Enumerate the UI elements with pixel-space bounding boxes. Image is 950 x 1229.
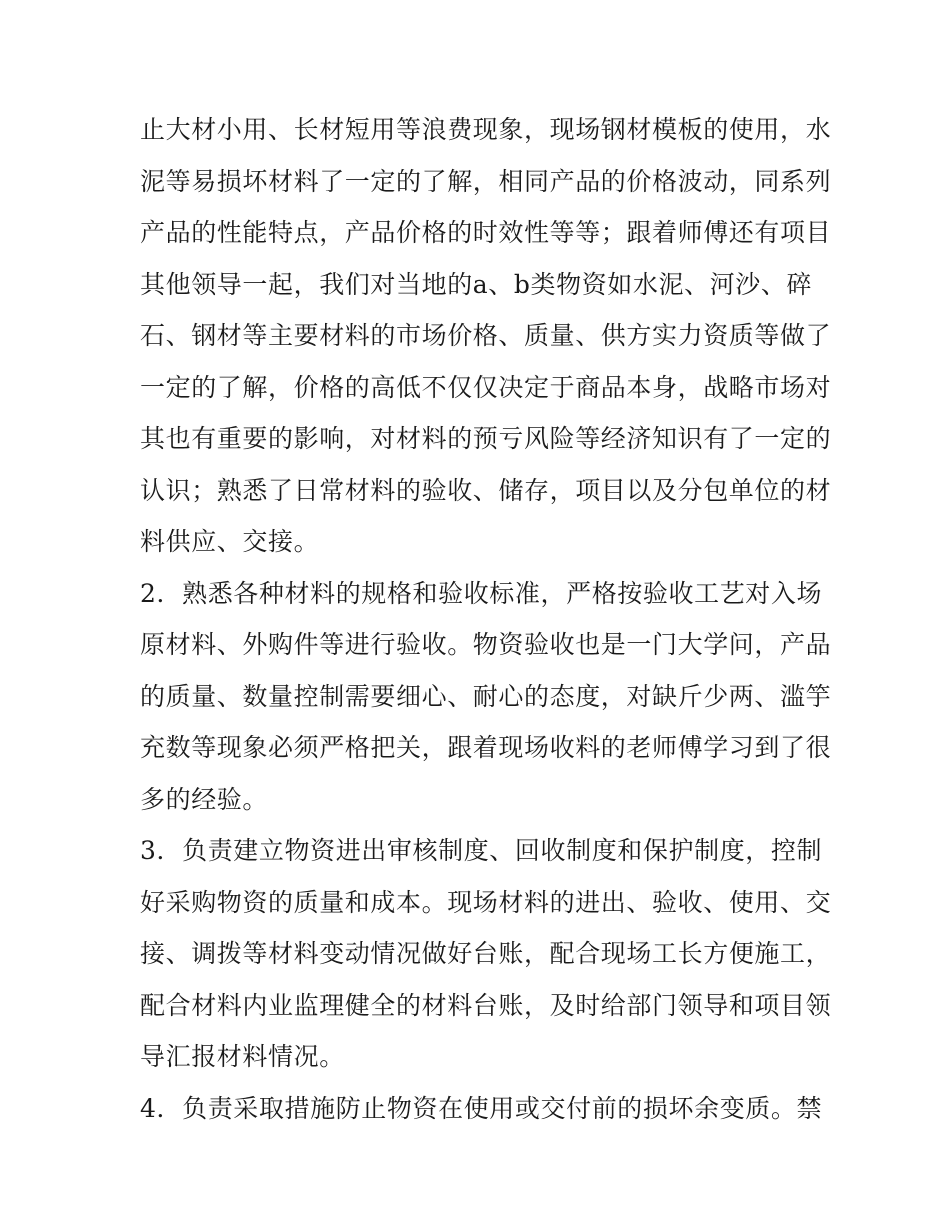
text-line: 接、调拨等材料变动情况做好台账，配合现场工长方便施工，: [140, 939, 832, 968]
text-line: 料供应、交接。: [140, 527, 320, 556]
list-item-3-line: 3．负责建立物资进出审核制度、回收制度和保护制度，控制: [140, 836, 823, 865]
text-line: 导汇报材料情况。: [140, 1042, 345, 1071]
text-line: 石、钢材等主要材料的市场价格、质量、供方实力资质等做了: [140, 321, 832, 350]
list-item-2-line: 2．熟悉各种材料的规格和验收标准，严格按验收工艺对入场: [140, 579, 823, 608]
text-line: 产品的性能特点，产品价格的时效性等等；跟着师傅还有项目: [140, 218, 832, 247]
text-line: 泥等易损坏材料了一定的了解，相同产品的价格波动，同系列: [140, 167, 832, 196]
text-line: 一定的了解，价格的高低不仅仅决定于商品本身，战略市场对: [140, 373, 832, 402]
text-line: 配合材料内业监理健全的材料台账，及时给部门领导和项目领: [140, 991, 832, 1020]
text-line: 多的经验。: [140, 785, 269, 814]
text-line: 好采购物资的质量和成本。现场材料的进出、验收、使用、交: [140, 888, 832, 917]
text-line: 其也有重要的影响，对材料的预亏风险等经济知识有了一定的: [140, 424, 832, 453]
text-line: 原材料、外购件等进行验收。物资验收也是一门大学问，产品: [140, 630, 832, 659]
text-line: 其他领导一起，我们对当地的a、b类物资如水泥、河沙、碎: [140, 270, 813, 299]
text-line: 止大材小用、长材短用等浪费现象，现场钢材模板的使用，水: [140, 115, 832, 144]
text-line: 充数等现象必须严格把关，跟着现场收料的老师傅学习到了很: [140, 733, 832, 762]
text-line: 认识；熟悉了日常材料的验收、储存，项目以及分包单位的材: [140, 476, 832, 505]
text-line: 的质量、数量控制需要细心、耐心的态度，对缺斤少两、滥竽: [140, 682, 832, 711]
list-item-4-line: 4．负责采取措施防止物资在使用或交付前的损坏余变质。禁: [140, 1094, 823, 1123]
